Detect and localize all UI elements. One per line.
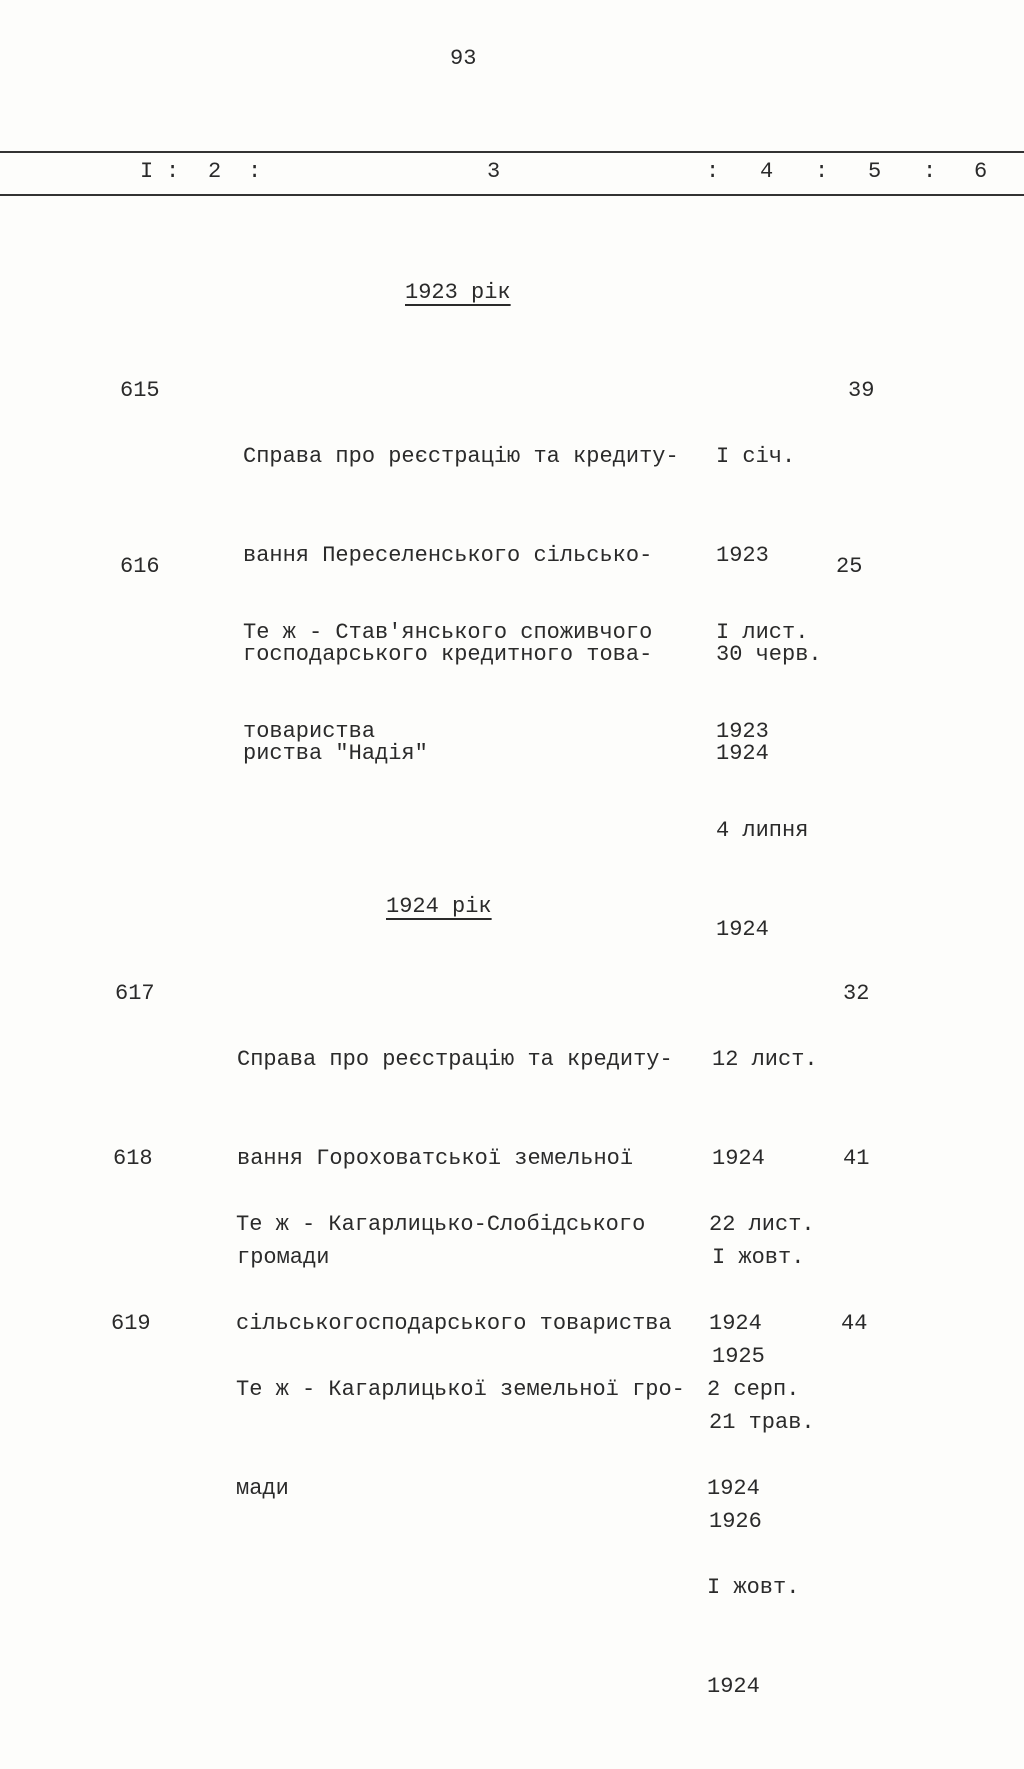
date-line: 1924 [707,1674,760,1699]
description-line: громади [237,1245,330,1270]
column-separator: : [166,159,180,184]
column-header-4: 4 [760,159,774,184]
date-line: 1923 [716,719,769,744]
column-header-5: 5 [868,159,882,184]
description-line: Те ж - Став'янського споживчого [243,620,653,645]
column-separator: : [248,159,262,184]
date-line: 1924 [712,1146,765,1171]
description-line: Те ж - Кагарлицької земельної гро- [236,1377,685,1402]
column-separator: : [815,159,829,184]
entry-number: 619 [111,1311,151,1336]
date-line: 22 лист. [709,1212,815,1237]
column-header-6: 6 [974,159,988,184]
description-line: Справа про реєстрацію та кредиту- [243,444,679,469]
entry-number: 618 [113,1146,153,1171]
date-line: I жовт. [712,1245,805,1270]
description-line: вання Переселенського сільсько- [243,543,653,568]
section-title-1924: 1924 рік [386,894,492,919]
description-line: вання Гороховатської земельної [237,1146,634,1171]
entry-number: 617 [115,981,155,1006]
date-line: I січ. [716,444,796,469]
column-separator: : [706,159,720,184]
description-line: господарського кредитного това- [243,642,653,667]
page-number: 93 [450,46,477,71]
date-line: 1924 [716,917,769,942]
description-line: Справа про реєстрацію та кредиту- [237,1047,673,1072]
section-title-1923: 1923 рік [405,280,511,305]
entry-pages: 25 [836,554,863,579]
entry-dates [707,1307,799,1769]
date-line: 1925 [712,1344,765,1369]
date-line: 1924 [709,1311,762,1336]
header-bottom-rule [0,194,1024,196]
entry-description [243,550,652,814]
header-top-rule [0,151,1024,153]
column-header-3: 3 [487,159,501,184]
entry-pages: 39 [848,378,875,403]
description-line: мади [236,1476,289,1501]
entry-number: 616 [120,554,160,579]
description-line: сільськогосподарського товариства [236,1311,672,1336]
date-line: 2 серп. [707,1377,800,1402]
entry-dates [716,550,808,1012]
date-line: I жовт. [707,1575,800,1600]
entry-pages: 41 [843,1146,870,1171]
column-header-1: I [140,159,154,184]
column-header-2: 2 [208,159,222,184]
date-line: 30 черв. [716,642,822,667]
date-line: 12 лист. [712,1047,818,1072]
description-line: риства "Надія" [243,741,428,766]
date-line: I лист. [716,620,809,645]
date-line: 21 трав. [709,1410,815,1435]
date-line: 1924 [716,741,769,766]
date-line: 1926 [709,1509,762,1534]
entry-pages: 32 [843,981,870,1006]
date-line: 1924 [707,1476,760,1501]
column-separator: : [923,159,937,184]
entry-pages: 44 [841,1311,868,1336]
date-line: 4 липня [716,818,809,843]
description-line: Те ж - Кагарлицько-Слобідського [236,1212,646,1237]
date-line: 1923 [716,543,769,568]
entry-description [236,1307,685,1571]
description-line: товариства [243,719,376,744]
entry-number: 615 [120,378,160,403]
